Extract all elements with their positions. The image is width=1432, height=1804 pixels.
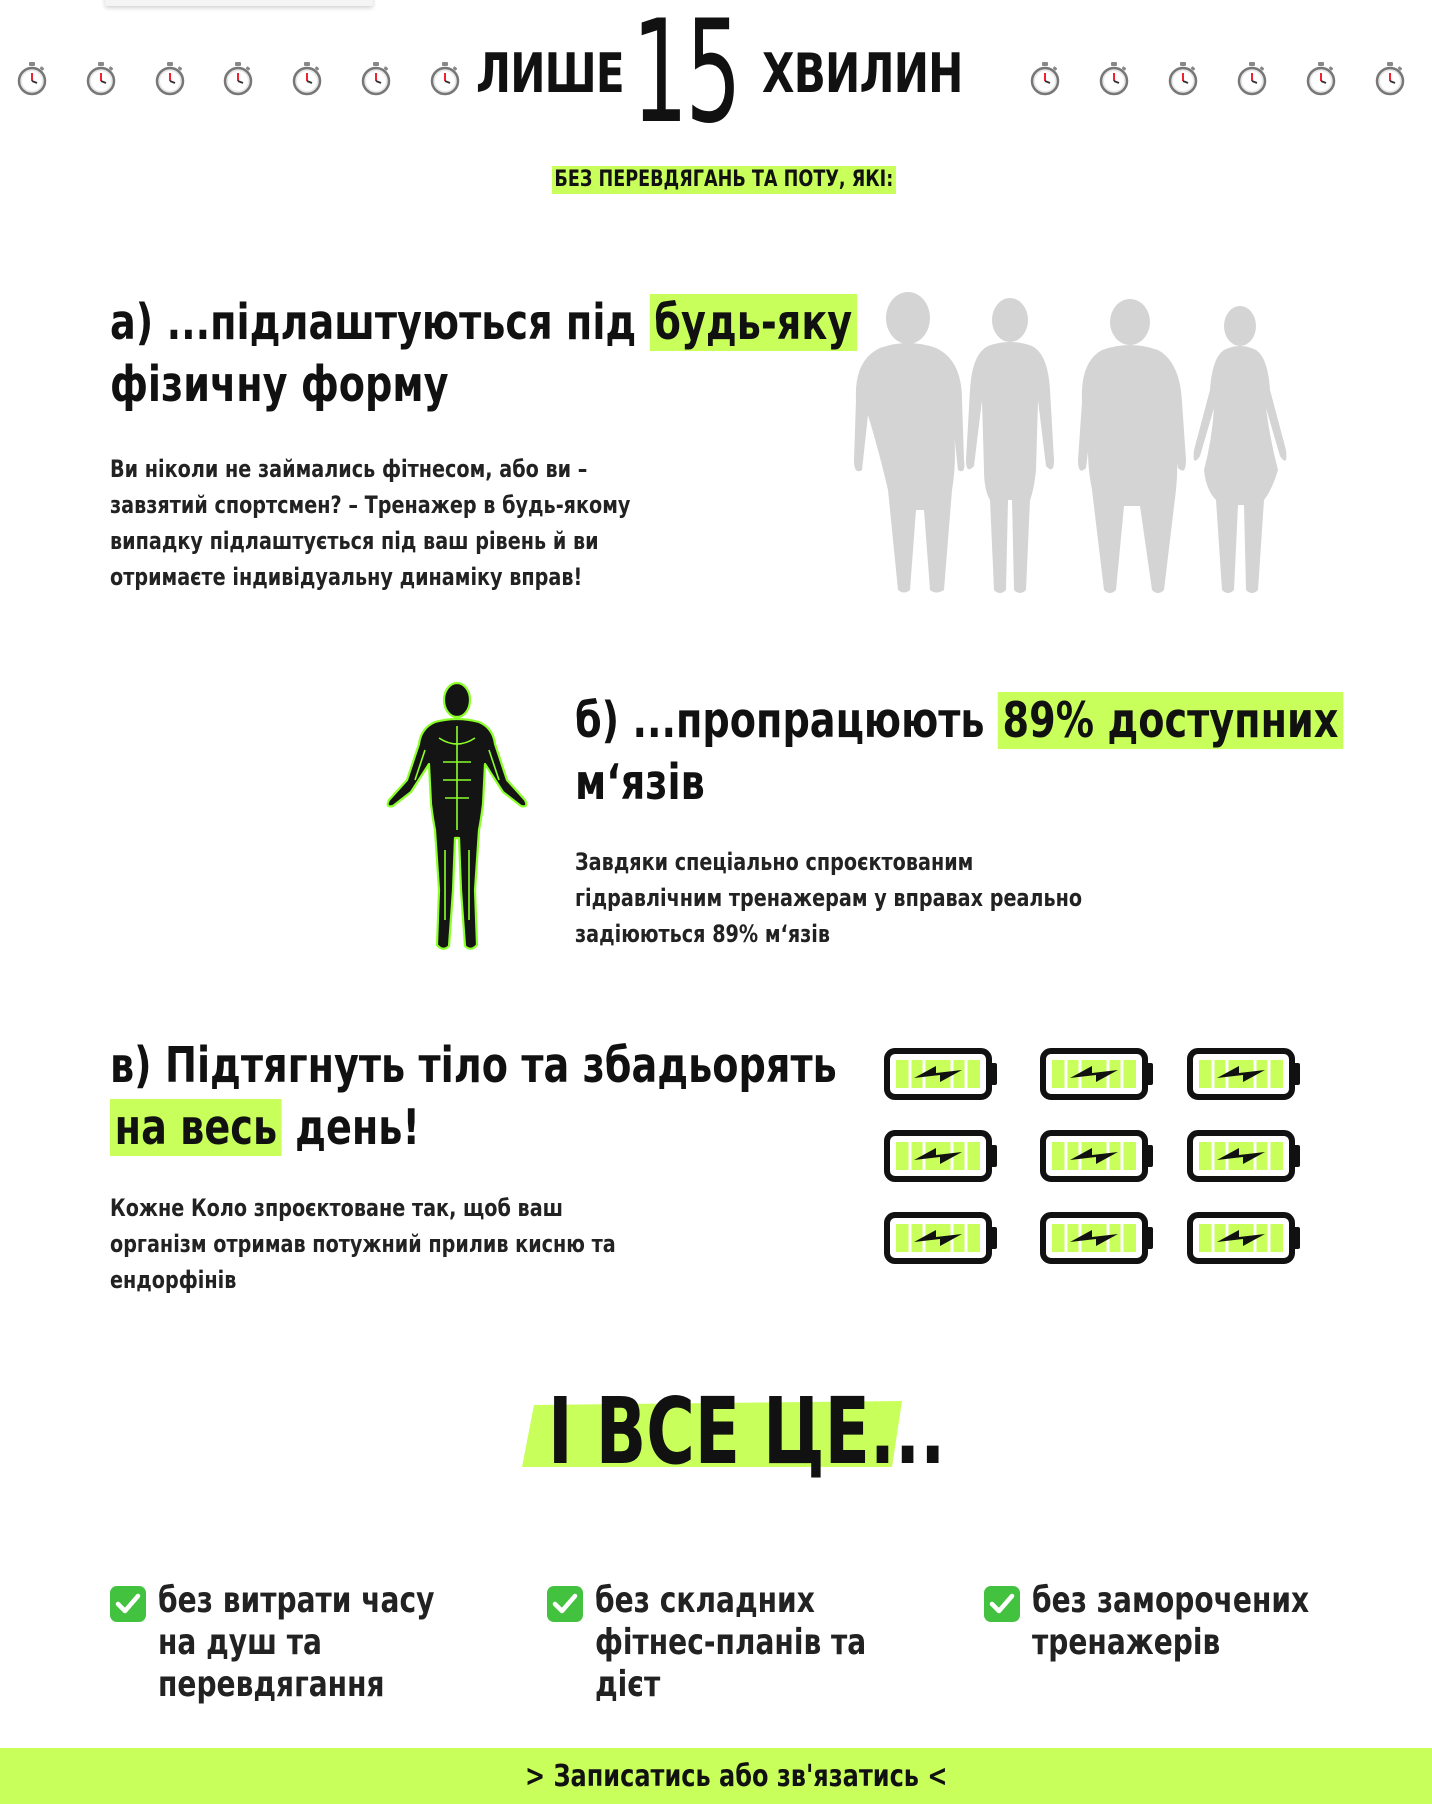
stopwatch-icon (222, 61, 254, 97)
check-mark-icon (110, 1586, 146, 1622)
section-a-text-line: завзятий спортсмен? – Тренажер в будь-якому (110, 491, 631, 519)
header-number: 15 (632, 0, 740, 155)
header (0, 0, 1432, 155)
charged-battery-icon (1190, 1133, 1300, 1179)
stopwatch-icon (360, 61, 392, 97)
stopwatch-icon (1029, 61, 1061, 97)
benefit-line: на душ та (158, 1622, 322, 1663)
stopwatch-icon (1098, 61, 1130, 97)
benefit-line: перевдягання (158, 1664, 385, 1705)
stopwatch-icon (1236, 61, 1268, 97)
section-a-text-line: випадку підлаштується під ваш рівень й ви (110, 527, 599, 555)
stopwatch-icon (1167, 61, 1199, 97)
check-mark-icon (547, 1586, 583, 1622)
cta-button[interactable]: > Записатись або зв'язатись < (525, 1759, 948, 1794)
section-b-text-line: задіюються 89% м‘язів (575, 920, 831, 948)
stopwatch-icon (16, 61, 48, 97)
all-this-heading: І ВСЕ ЦЕ... (548, 1378, 946, 1485)
stopwatch-icon (85, 61, 117, 97)
header-word-right: ХВИЛИН (762, 42, 963, 105)
section-b-title-highlight: 89% доступних (998, 692, 1343, 749)
section-b-text (575, 844, 1082, 952)
section-a-title-highlight: будь-яку (650, 294, 857, 351)
section-b-title-text: б) ...пропрацюють (575, 692, 998, 749)
stopwatch-icon (1374, 61, 1406, 97)
section-b-title (575, 690, 1343, 814)
benefit-line: тренажерів (1032, 1622, 1221, 1663)
stopwatch-icon (291, 61, 323, 97)
section-c-text (110, 1190, 616, 1298)
subheading: БЕЗ ПЕРЕВДЯГАНЬ ТА ПОТУ, ЯКІ: (552, 166, 896, 194)
benefit-line: без складних (595, 1580, 815, 1621)
benefit-line: без витрати часу (158, 1580, 435, 1621)
section-c-text-line: Кожне Коло зпроєктоване так, щоб ваш (110, 1194, 564, 1222)
muscle-body-icon (385, 680, 530, 955)
section-c-text-line: ендорфінів (110, 1266, 237, 1294)
benefit-line: без заморочених (1032, 1580, 1310, 1621)
charged-battery-icon (1190, 1051, 1300, 1097)
section-a-text (110, 451, 630, 595)
benefit-line: фітнес-планів та (595, 1622, 867, 1663)
section-a-title (110, 292, 857, 416)
batteries-grid (884, 1048, 1304, 1268)
section-b-title-line2: м‘язів (575, 754, 705, 811)
charged-battery-icon (887, 1051, 997, 1097)
section-c-title-text: день! (281, 1099, 420, 1156)
stopwatch-icon (1305, 61, 1337, 97)
section-a-text-line: отримаєте індивідуальну динаміку вправ! (110, 563, 583, 591)
section-c-title-highlight: на весь (110, 1099, 282, 1156)
section-a-text-line: Ви ніколи не займались фітнесом, або ви – (110, 455, 588, 483)
charged-battery-icon (1043, 1051, 1153, 1097)
charged-battery-icon (1190, 1215, 1300, 1261)
stopwatch-icon (429, 61, 461, 97)
section-c-title-line1: в) Підтягнуть тіло та збадьорять (110, 1037, 837, 1094)
stopwatch-icon (154, 61, 186, 97)
charged-battery-icon (887, 1215, 997, 1261)
charged-battery-icon (1043, 1133, 1153, 1179)
charged-battery-icon (887, 1133, 997, 1179)
benefit-line: дієт (595, 1664, 661, 1705)
charged-battery-icon (1043, 1215, 1153, 1261)
section-a-title-text: а) ...підлаштуються під (110, 294, 650, 351)
section-c-title (110, 1035, 837, 1159)
body-types-silhouettes-icon (840, 290, 1300, 600)
header-word-left: ЛИШЕ (476, 42, 624, 105)
section-a-title-line2: фізичну форму (110, 356, 449, 413)
section-c-text-line: організм отримав потужний прилив кисню та (110, 1230, 616, 1258)
check-mark-icon (984, 1586, 1020, 1622)
section-b-text-line: Завдяки спеціально спроєктованим (575, 848, 974, 876)
section-b-text-line: гідравлічним тренажерам у вправах реально (575, 884, 1083, 912)
